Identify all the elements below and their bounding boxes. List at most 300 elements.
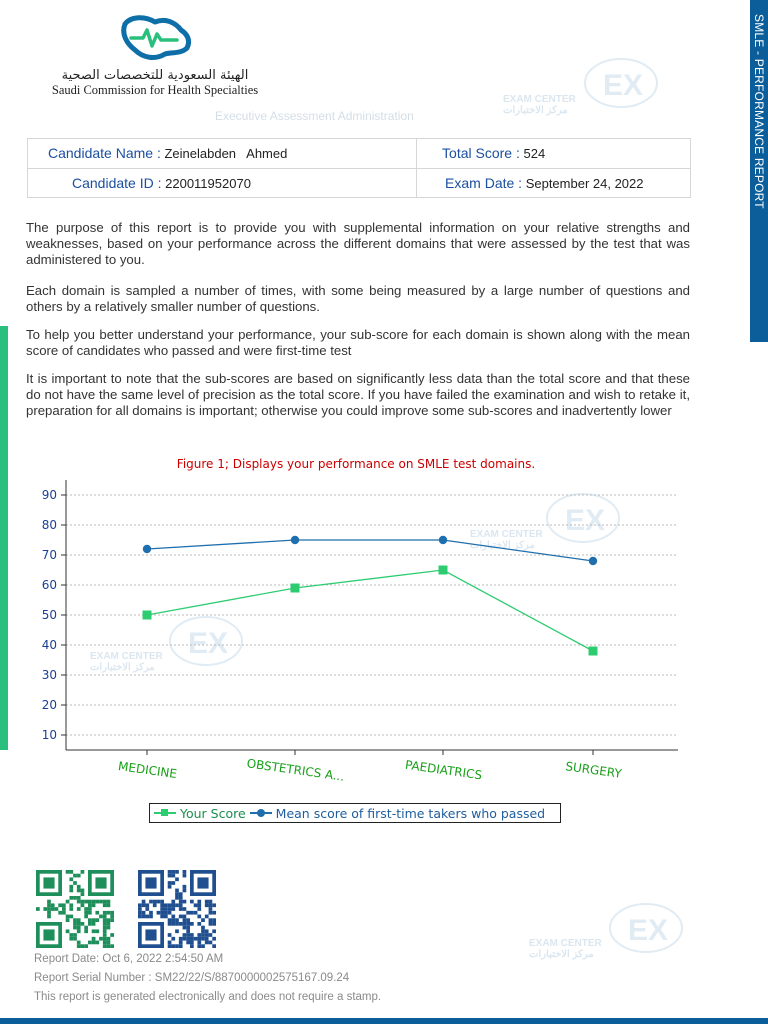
qr-module: [205, 915, 209, 919]
watermark-exam-center: EXAM CENTER مركز الاختبارات: [503, 94, 576, 116]
qr-module: [138, 911, 142, 915]
qr-finder-pattern: [145, 929, 156, 940]
qr-module: [183, 933, 187, 937]
report-serial: Report Serial Number : SM22/22/S/8870000002575167.09.24: [34, 972, 350, 984]
qr-module: [73, 933, 77, 937]
qr-module: [149, 915, 153, 919]
qr-module: [183, 922, 187, 926]
qr-module: [84, 900, 88, 904]
qr-module: [95, 929, 99, 933]
qr-module: [99, 900, 103, 904]
qr-module: [197, 900, 201, 904]
qr-module: [171, 874, 175, 878]
qr-module: [183, 926, 187, 930]
qr-module: [84, 944, 88, 948]
svg-text:EX: EX: [603, 69, 644, 102]
series-line: [147, 540, 593, 561]
qr-module: [183, 915, 187, 919]
qr-module: [164, 907, 168, 911]
qr-module: [145, 907, 149, 911]
qr-module: [92, 929, 96, 933]
qr-module: [179, 915, 183, 919]
qr-module: [69, 907, 73, 911]
qr-finder-pattern: [197, 877, 208, 888]
qr-module: [103, 941, 107, 945]
qr-module: [66, 918, 70, 922]
qr-module: [197, 937, 201, 941]
qr-module: [183, 937, 187, 941]
org-name-english: Saudi Commission for Health Specialties: [51, 83, 259, 97]
data-point-square: [291, 584, 300, 593]
qr-module: [84, 911, 88, 915]
qr-module: [142, 900, 146, 904]
legend-swatch-circle: [250, 808, 272, 818]
qr-module: [103, 937, 107, 941]
qr-module: [84, 907, 88, 911]
qr-module: [209, 907, 213, 911]
qr-module: [95, 900, 99, 904]
data-point-circle: [589, 557, 597, 565]
qr-module: [212, 944, 216, 948]
qr-module: [62, 903, 66, 907]
qr-module: [164, 915, 168, 919]
data-point-square: [143, 611, 152, 620]
qr-module: [77, 889, 81, 893]
qr-module: [171, 907, 175, 911]
qr-module: [201, 933, 205, 937]
y-tick-label: 10: [41, 728, 57, 742]
qr-module: [212, 929, 216, 933]
qr-module: [205, 941, 209, 945]
qr-module: [77, 926, 81, 930]
qr-module: [77, 918, 81, 922]
qr-module: [47, 907, 51, 911]
candidate-name-value: Zeinelabden Ahmed: [164, 146, 288, 162]
qr-module: [81, 903, 85, 907]
side-report-label: SMLE - PERFORMANCE REPORT: [752, 14, 766, 209]
qr-module: [209, 922, 213, 926]
qr-module: [88, 907, 92, 911]
qr-module: [175, 896, 179, 900]
qr-module: [107, 926, 111, 930]
qr-module: [209, 933, 213, 937]
series-line: [147, 570, 593, 651]
qr-module: [168, 933, 172, 937]
qr-module: [92, 922, 96, 926]
qr-module: [77, 885, 81, 889]
qr-module: [183, 918, 187, 922]
report-note: This report is generated electronically and does not require a stamp.: [34, 991, 382, 1003]
faint-subtitle: Executive Assessment Administration: [215, 109, 414, 123]
qr-module: [209, 903, 213, 907]
paragraph-precision: It is important to note that the sub-scores are based on significantly less data than the total score and that these do not have the same level of precision as the total score. If you have failed the examination and wish to retake it, preparation for all domains is important; otherwise you could improve some sub-scores and inadvertently lower: [26, 371, 690, 418]
qr-module: [190, 911, 194, 915]
qr-module: [73, 937, 77, 941]
qr-module: [171, 881, 175, 885]
qr-module: [107, 944, 111, 948]
qr-module: [81, 922, 85, 926]
qr-module: [103, 926, 107, 930]
qr-module: [164, 903, 168, 907]
qr-module: [66, 929, 70, 933]
qr-module: [179, 900, 183, 904]
qr-module: [209, 911, 213, 915]
qr-module: [73, 896, 77, 900]
qr-module: [84, 929, 88, 933]
watermark-chart-right: EXAM CENTER مركز الاختبارات: [470, 529, 543, 551]
qr-module: [186, 941, 190, 945]
qr-module: [110, 918, 114, 922]
qr-module: [88, 918, 92, 922]
qr-module: [197, 933, 201, 937]
qr-module: [168, 870, 172, 874]
qr-module: [183, 885, 187, 889]
qr-module: [153, 900, 157, 904]
scfhs-logo-icon: [115, 10, 195, 62]
qr-module: [175, 892, 179, 896]
qr-module: [197, 907, 201, 911]
qr-module: [69, 877, 73, 881]
qr-module: [69, 870, 73, 874]
qr-module: [171, 870, 175, 874]
qr-module: [95, 941, 99, 945]
qr-module: [160, 907, 164, 911]
qr-module: [84, 915, 88, 919]
scfhs-logo: [30, 10, 280, 110]
qr-module: [175, 922, 179, 926]
qr-module: [88, 941, 92, 945]
qr-module: [190, 922, 194, 926]
chart-legend: [149, 803, 561, 823]
svg-text:EX: EX: [188, 627, 229, 660]
qr-module: [179, 907, 183, 911]
qr-module: [99, 937, 103, 941]
qr-module: [194, 937, 198, 941]
qr-module: [168, 903, 172, 907]
data-point-circle: [291, 536, 299, 544]
qr-module: [179, 903, 183, 907]
qr-module: [190, 900, 194, 904]
qr-module: [88, 903, 92, 907]
qr-finder-pattern: [145, 877, 156, 888]
qr-module: [81, 892, 85, 896]
qr-module: [160, 911, 164, 915]
qr-module: [209, 918, 213, 922]
qr-module: [186, 911, 190, 915]
qr-module: [107, 922, 111, 926]
qr-module: [138, 903, 142, 907]
qr-module: [190, 941, 194, 945]
total-score-label: Total Score :: [442, 145, 520, 162]
qr-module: [186, 918, 190, 922]
qr-module: [179, 937, 183, 941]
qr-module: [212, 937, 216, 941]
qr-module: [73, 918, 77, 922]
x-tick-label: PAEDIATRICS: [404, 757, 483, 783]
qr-module: [92, 941, 96, 945]
qr-module: [190, 944, 194, 948]
qr-module: [110, 944, 114, 948]
qr-module: [209, 900, 213, 904]
qr-module: [47, 903, 51, 907]
qr-module: [73, 926, 77, 930]
qr-module: [81, 870, 85, 874]
qr-module: [62, 907, 66, 911]
org-name-arabic: الهيئة السعودية للتخصصات الصحية: [61, 68, 249, 83]
qr-module: [103, 911, 107, 915]
qr-module: [92, 937, 96, 941]
qr-module: [95, 911, 99, 915]
qr-module: [110, 915, 114, 919]
qr-module: [179, 944, 183, 948]
qr-module: [179, 941, 183, 945]
qr-module: [205, 900, 209, 904]
qr-module: [103, 918, 107, 922]
qr-module: [190, 933, 194, 937]
qr-module: [171, 900, 175, 904]
qr-module: [77, 929, 81, 933]
watermark-ex-icon: [608, 900, 688, 955]
performance-chart: [0, 470, 712, 790]
candidate-id-value: 220011952070: [165, 175, 251, 191]
qr-module: [73, 881, 77, 885]
qr-module: [168, 922, 172, 926]
qr-module: [77, 944, 81, 948]
qr-module: [58, 903, 62, 907]
candidate-info-table: [27, 138, 691, 198]
qr-module: [110, 911, 114, 915]
qr-module: [212, 903, 216, 907]
qr-module: [205, 929, 209, 933]
qr-module: [164, 911, 168, 915]
qr-module: [171, 903, 175, 907]
y-tick-label: 30: [41, 668, 57, 682]
qr-module: [194, 911, 198, 915]
qr-code-blue: [135, 870, 219, 948]
legend-item-mean-score: [250, 806, 545, 821]
qr-module: [194, 903, 198, 907]
qr-module: [168, 881, 172, 885]
qr-module: [103, 900, 107, 904]
qr-module: [168, 885, 172, 889]
qr-code-green: [33, 870, 117, 948]
qr-module: [58, 911, 62, 915]
qr-module: [107, 941, 111, 945]
qr-module: [171, 922, 175, 926]
qr-module: [175, 918, 179, 922]
qr-module: [175, 944, 179, 948]
qr-module: [103, 915, 107, 919]
qr-module: [103, 903, 107, 907]
qr-module: [77, 896, 81, 900]
qr-module: [62, 911, 66, 915]
qr-module: [142, 911, 146, 915]
y-tick-label: 20: [41, 698, 57, 712]
qr-module: [160, 900, 164, 904]
watermark-ex-icon: [583, 55, 663, 110]
qr-module: [103, 922, 107, 926]
qr-module: [201, 937, 205, 941]
watermark-footer: EXAM CENTER مركز الاختبارات: [529, 938, 602, 960]
qr-module: [175, 889, 179, 893]
qr-module: [107, 911, 111, 915]
qr-module: [69, 933, 73, 937]
qr-module: [77, 900, 81, 904]
qr-module: [103, 944, 107, 948]
qr-module: [69, 885, 73, 889]
qr-module: [175, 877, 179, 881]
qr-module: [183, 874, 187, 878]
qr-module: [66, 900, 70, 904]
qr-module: [77, 907, 81, 911]
qr-module: [197, 915, 201, 919]
qr-finder-pattern: [43, 929, 54, 940]
qr-module: [69, 915, 73, 919]
qr-finder-pattern: [43, 877, 54, 888]
qr-module: [205, 937, 209, 941]
qr-module: [88, 911, 92, 915]
qr-module: [175, 870, 179, 874]
candidate-name-cell: [28, 139, 417, 169]
qr-module: [47, 915, 51, 919]
legend-item-your-score: [154, 806, 246, 821]
qr-module: [171, 944, 175, 948]
qr-module: [107, 918, 111, 922]
chart-title: Figure 1; Displays your performance on SMLE test domains.: [176, 457, 536, 471]
qr-module: [179, 896, 183, 900]
qr-module: [197, 941, 201, 945]
qr-module: [66, 870, 70, 874]
qr-module: [145, 915, 149, 919]
paragraph-purpose: The purpose of this report is to provide you with supplemental information on your relative strengths and weaknesses, based on your performance across the different domains that were assessed by the test that was administered to you.: [26, 220, 690, 267]
qr-module: [201, 944, 205, 948]
qr-module: [95, 918, 99, 922]
qr-module: [73, 922, 77, 926]
watermark-chart-left: EXAM CENTER مركز الاختبارات: [90, 651, 163, 673]
qr-module: [99, 915, 103, 919]
total-score-cell: [417, 139, 691, 169]
qr-module: [69, 896, 73, 900]
qr-module: [186, 929, 190, 933]
qr-module: [168, 911, 172, 915]
qr-module: [201, 918, 205, 922]
legend-label: Your Score: [180, 805, 246, 821]
qr-module: [168, 907, 172, 911]
qr-module: [197, 944, 201, 948]
qr-module: [47, 900, 51, 904]
data-point-square: [439, 566, 448, 575]
y-tick-label: 80: [41, 518, 57, 532]
y-tick-label: 50: [41, 608, 57, 622]
qr-module: [168, 874, 172, 878]
paragraph-domains: Each domain is sampled a number of times, with some being measured by a large number of questions and others by a relatively smaller number of questions.: [26, 283, 690, 314]
qr-module: [107, 900, 111, 904]
bottom-bar: [0, 1018, 768, 1024]
candidate-id-label: Candidate ID :: [72, 174, 162, 191]
qr-module: [197, 922, 201, 926]
y-tick-label: 70: [41, 548, 57, 562]
exam-date-cell: [417, 168, 691, 198]
qr-module: [149, 911, 153, 915]
qr-module: [36, 907, 40, 911]
qr-module: [73, 874, 77, 878]
qr-module: [110, 933, 114, 937]
qr-module: [47, 911, 51, 915]
qr-module: [179, 922, 183, 926]
qr-module: [77, 941, 81, 945]
qr-module: [92, 918, 96, 922]
qr-module: [190, 937, 194, 941]
x-tick-label: OBSTETRICS A...: [245, 756, 346, 784]
qr-module: [92, 903, 96, 907]
qr-module: [183, 900, 187, 904]
total-score-value: 524: [523, 146, 546, 162]
qr-module: [212, 911, 216, 915]
svg-text:EX: EX: [565, 504, 606, 537]
legend-label: Mean score of first-time takers who passed: [275, 805, 546, 821]
qr-module: [175, 929, 179, 933]
data-point-circle: [439, 536, 447, 544]
paragraph-subscore: To help you better understand your performance, your sub-score for each domain is shown along with the mean score of candidates who passed and were first-time test: [26, 327, 690, 358]
qr-module: [183, 889, 187, 893]
qr-module: [186, 926, 190, 930]
qr-module: [171, 937, 175, 941]
qr-module: [168, 944, 172, 948]
qr-module: [153, 903, 157, 907]
qr-module: [81, 889, 85, 893]
qr-finder-pattern: [95, 877, 106, 888]
qr-module: [88, 900, 92, 904]
exam-date-label: Exam Date :: [445, 174, 523, 191]
y-tick-label: 40: [41, 638, 57, 652]
qr-module: [69, 937, 73, 941]
qr-module: [69, 889, 73, 893]
qr-module: [77, 922, 81, 926]
x-tick-label: MEDICINE: [117, 758, 178, 782]
qr-module: [183, 870, 187, 874]
candidate-id-cell: [28, 168, 417, 198]
qr-module: [51, 907, 55, 911]
qr-module: [212, 918, 216, 922]
qr-module: [43, 907, 47, 911]
qr-module: [175, 903, 179, 907]
qr-module: [186, 937, 190, 941]
qr-module: [84, 926, 88, 930]
qr-module: [157, 911, 161, 915]
candidate-name-label: Candidate Name :: [48, 145, 161, 162]
qr-module: [209, 941, 213, 945]
qr-module: [201, 926, 205, 930]
qr-module: [168, 918, 172, 922]
qr-module: [66, 915, 70, 919]
qr-module: [88, 922, 92, 926]
qr-module: [69, 903, 73, 907]
x-tick-label: SURGERY: [564, 759, 623, 781]
y-tick-label: 60: [41, 578, 57, 592]
qr-module: [149, 900, 153, 904]
qr-module: [138, 907, 142, 911]
qr-module: [186, 933, 190, 937]
qr-module: [138, 915, 142, 919]
qr-module: [205, 903, 209, 907]
qr-module: [168, 941, 172, 945]
qr-module: [157, 900, 161, 904]
qr-module: [183, 907, 187, 911]
qr-module: [77, 874, 81, 878]
qr-module: [81, 944, 85, 948]
qr-module: [201, 929, 205, 933]
qr-module: [179, 892, 183, 896]
